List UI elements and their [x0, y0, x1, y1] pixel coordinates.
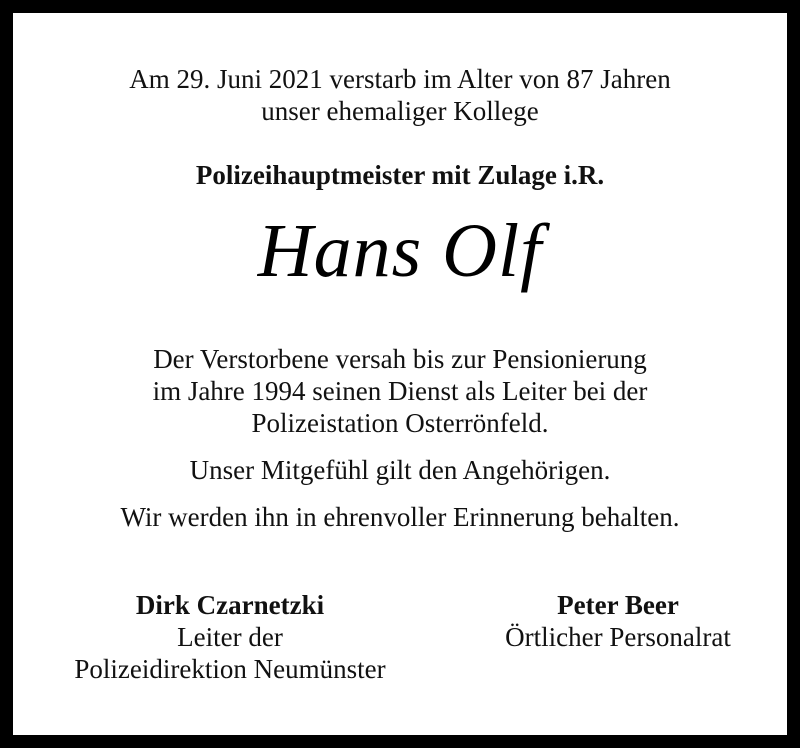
intro-line-2: unser ehemaliger Kollege [261, 96, 539, 126]
signatory-1-title-line-2: Polizeidirektion Neumünster [74, 654, 386, 684]
intro-line-1: Am 29. Juni 2021 verstarb im Alter von 87 Jahren [129, 64, 671, 94]
signatory-2-name: Peter Beer [557, 590, 679, 620]
body-line-2: im Jahre 1994 seinen Dienst als Leiter bei der [152, 376, 648, 406]
signatory-2-title: Örtlicher Personalrat [505, 622, 731, 652]
signatory-1-title-line-1: Leiter der [177, 622, 283, 652]
body-line-1: Der Verstorbene versah bis zur Pensionierung [153, 344, 647, 374]
signatory-1-name: Dirk Czarnetzki [135, 590, 325, 620]
memory-line: Wir werden ihn in ehrenvoller Erinnerung behalten. [120, 502, 680, 532]
sympathy-line: Unser Mitgefühl gilt den Angehörigen. [189, 455, 611, 485]
rank-title: Polizeihauptmeister mit Zulage i.R. [195, 160, 605, 190]
body-line-3: Polizeistation Osterrönfeld. [251, 408, 549, 438]
deceased-name: Hans Olf [257, 209, 543, 293]
